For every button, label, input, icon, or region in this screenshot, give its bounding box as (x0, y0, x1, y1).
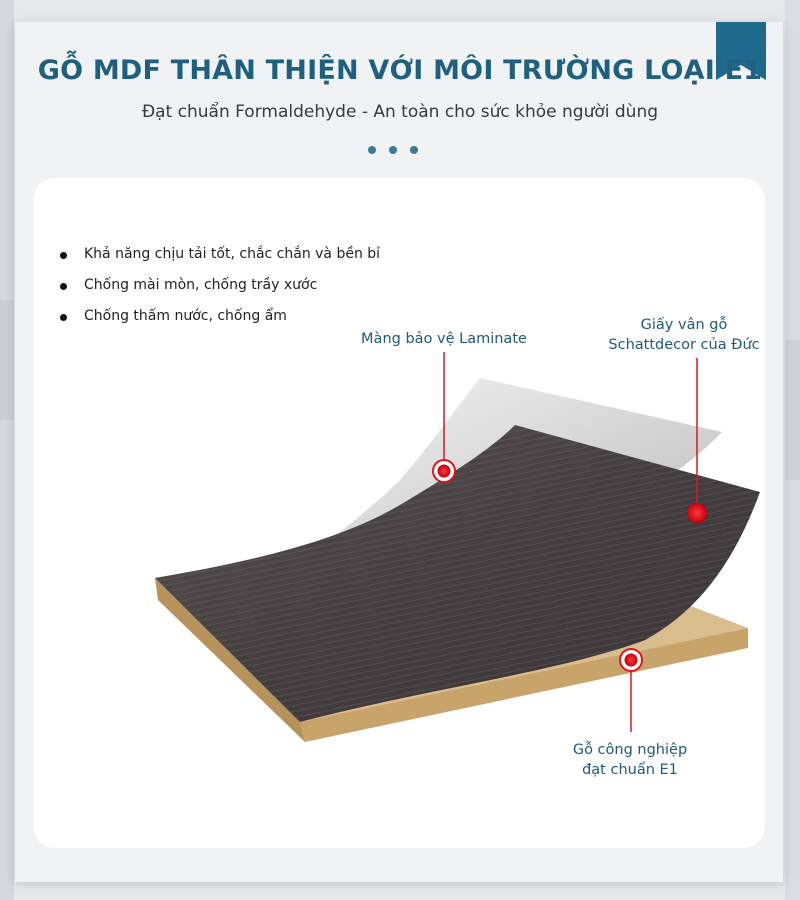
callout-wood-paper-line1: Giấy vân gỗ (640, 317, 728, 333)
callout-laminate (358, 329, 530, 349)
page-subtitle: Đạt chuẩn Formaldehyde - An toàn cho sức khỏe người dùng (141, 102, 659, 122)
page-title: GỖ MDF THÂN THIỆN VỚI MÔI TRƯỜNG LOẠI E1 (37, 55, 763, 86)
marker-dot-icon (620, 649, 642, 671)
callout-wood-paper-line2: Schattdecor của Đức (608, 337, 760, 353)
callout-wood-paper (598, 315, 770, 355)
callout-mdf-board-line2: đạt chuẩn E1 (582, 762, 678, 778)
feature-text: Khả năng chịu tải tốt, chắc chắn và bền bỉ (84, 246, 381, 262)
callout-mdf-board-line1: Gỗ công nghiệp (572, 742, 688, 758)
callout-laminate-label: Màng bảo vệ Laminate (361, 331, 527, 347)
feature-text: Chống mài mòn, chống trầy xước (84, 277, 318, 293)
callout-mdf-board (550, 740, 710, 780)
feature-text: Chống thấm nước, chống ẩm (84, 308, 287, 324)
marker-dot-icon (687, 503, 707, 523)
marker-dot-icon (433, 460, 455, 482)
